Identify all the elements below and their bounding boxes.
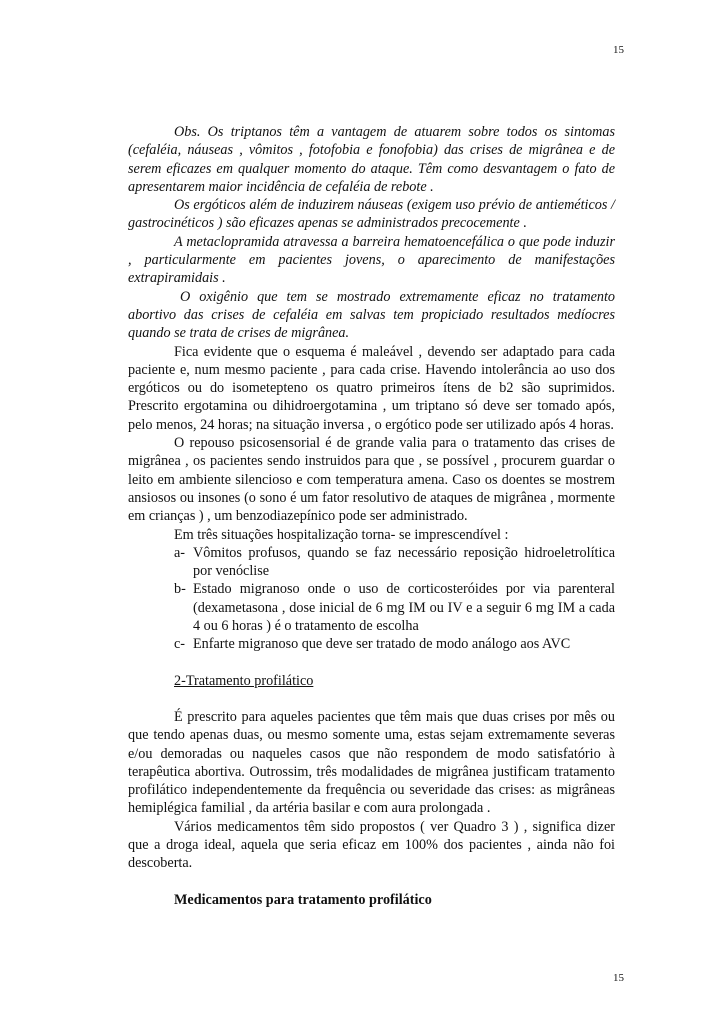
medicamentos-propostos-paragraph: Vários medicamentos têm sido propostos ( ver Quadro 3 ) , significa dizer que a droga ideal, aquela que seria eficaz em 100% dos pacientes , ainda não foi descoberta.: [128, 818, 615, 872]
list-item: [174, 635, 615, 653]
list-marker: c-: [174, 636, 186, 653]
repouso-paragraph: O repouso psicosensorial é de grande valia para o tratamento das crises de migrânea , os pacientes sendo instruidos para que , se possível , procurem guardar o leito em ambiente silencioso e com temperatura amena. Caso os doentes se mostrem ansiosos ou insones (o sono é um fator resolutivo de ataques de migrânea , mormente em crianças ) , um benzodiazepínico pode ser administrado.: [128, 435, 615, 525]
hospitalizacao-intro: Em três situações hospitalização torna- se imprescendível :: [174, 526, 509, 543]
metaclopramida-paragraph: A metaclopramida atravessa a barreira hematoencefálica o que pode induzir , particularmente em pacientes jovens, o aparecimento de manifestações extrapiramidais .: [128, 233, 615, 287]
obs-triptanos-paragraph: Obs. Os triptanos têm a vantagem de atuarem sobre todos os sintomas (cefaléia, náuseas , vômitos , fotofobia e fonofobia) das crises de migrânea e de serem eficazes em qualquer momento do ataque. Têm como desvantagem o fato de apresentarem maior incidência de cefaléia de rebote .: [128, 124, 615, 195]
list-marker: b-: [174, 581, 186, 598]
page-number-top: 15: [613, 44, 624, 56]
list-marker: a-: [174, 544, 186, 561]
final-heading: Medicamentos para tratamento profilático: [174, 891, 432, 908]
list-item-text: Estado migranoso onde o uso de corticosteróides por via parenteral (dexametasona , dose inicial de 6 mg IM ou IV e a seguir 6 mg IM a cada 4 ou 6 horas ) é o tratamento de escolha: [193, 581, 615, 635]
ergoticos-paragraph: Os ergóticos além de induzirem náuseas (exigem uso prévio de antieméticos / gastrocinéticos ) são eficazes apenas se administrados precocemente .: [128, 197, 615, 232]
oxigenio-paragraph: O oxigênio que tem se mostrado extremamente eficaz no tratamento abortivo das crises de cefaléia em salvas tem propiciado resultados medíocres quando se trata de crises de migrânea.: [128, 288, 615, 342]
esquema-paragraph: Fica evidente que o esquema é maleável , devendo ser adaptado para cada paciente e, num mesmo paciente , para cada crise. Havendo intolerância ao uso dos ergóticos ou do isometepteno os quatro primeiros ítens de b2 são suprimidos. Prescrito ergotamina ou dihidroergotamina , um triptano só deve ser tomado após, pelo menos, 24 horas; na situação inversa , o ergótico pode ser utilizado após 4 horas.: [128, 343, 615, 433]
list-item: [174, 580, 615, 635]
page-number-bottom: 15: [613, 972, 624, 984]
section-title: [128, 672, 615, 690]
profilatico-paragraph: É prescrito para aqueles pacientes que têm mais que duas crises por mês ou que tendo apenas duas, ou mesmo somente uma, estas sejam extremamente severas e/ou demoradas ou naqueles casos que não respondem de modo satisfatório à terapêutica abortiva. Outrossim, três modalidades de migrânea justificam tratamento profilático independentemente da frequência ou severidade das crises: as migrâneas hemiplégica familial , da artéria basilar e com aura prolongada .: [128, 708, 615, 817]
hospitalization-list: [128, 544, 615, 654]
section-title-text: 2-Tratamento profilático: [174, 672, 314, 689]
list-item: [174, 544, 615, 581]
list-item-text: Enfarte migranoso que deve ser tratado de modo análogo aos AVC: [193, 636, 571, 653]
list-item-text: Vômitos profusos, quando se faz necessário reposição hidroeletrolítica por venóclise: [193, 544, 615, 580]
document-body: [128, 123, 615, 909]
